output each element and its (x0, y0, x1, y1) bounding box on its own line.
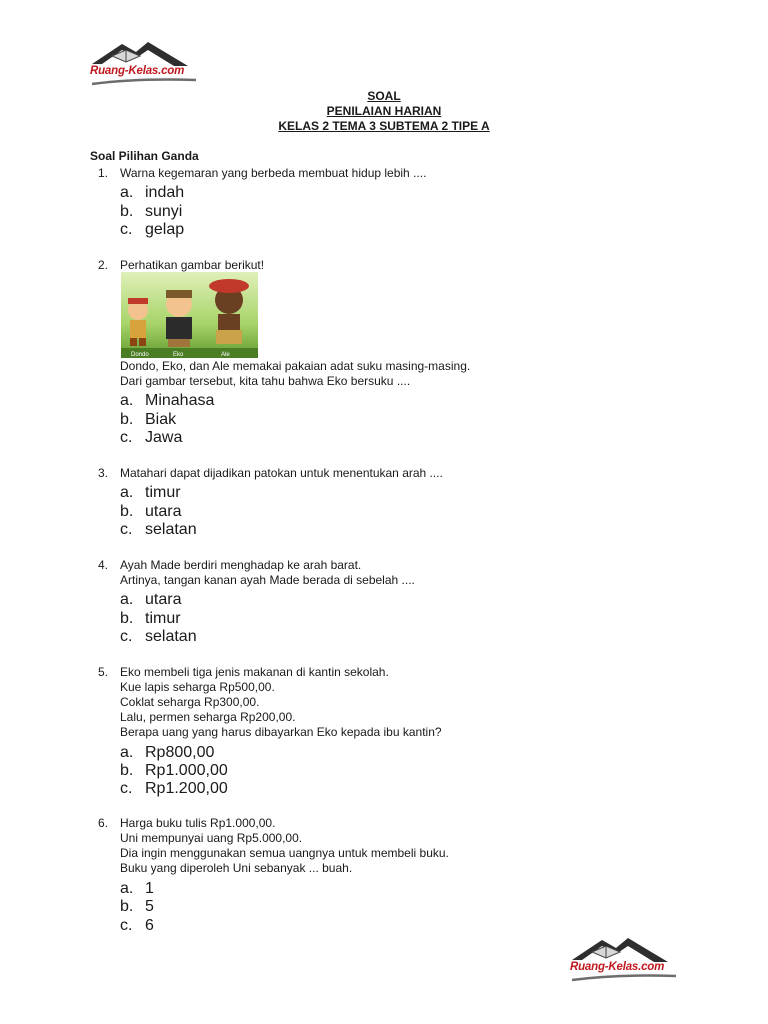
traditional-costume-picture (121, 272, 258, 358)
question-number: 5. (98, 665, 109, 679)
section-title: Soal Pilihan Ganda (90, 149, 199, 163)
question-number: 2. (98, 258, 109, 272)
picture-label-dondo: Dondo (131, 352, 149, 358)
picture-label-ale: Ale (221, 352, 230, 358)
document-title: SOAL (367, 89, 401, 103)
question-text: Ayah Made berdiri menghadap ke arah barat. (120, 558, 362, 572)
question-text: Warna kegemaran yang berbeda membuat hidup lebih .... (120, 166, 427, 180)
question-text: Eko membeli tiga jenis makanan di kantin sekolah. (120, 665, 389, 679)
document-class-info: KELAS 2 TEMA 3 SUBTEMA 2 TIPE A (278, 119, 490, 133)
logo-text: Ruang-Kelas.com (570, 961, 665, 973)
site-logo-footer (568, 930, 680, 990)
question-text: Artinya, tangan kanan ayah Made berada di sebelah .... (120, 573, 415, 587)
question-number: 4. (98, 558, 109, 572)
question-text: Perhatikan gambar berikut! (120, 258, 265, 272)
question-text: Buku yang diperoleh Uni sebanyak ... buah. (120, 861, 353, 875)
question-text: Matahari dapat dijadikan patokan untuk menentukan arah .... (120, 466, 443, 480)
question-text: Dari gambar tersebut, kita tahu bahwa Eko bersuku .... (120, 374, 411, 388)
question-number: 6. (98, 816, 109, 830)
question-text: Coklat seharga Rp300,00. (120, 695, 260, 709)
logo-text: Ruang-Kelas.com (90, 65, 185, 77)
question-text: Dondo, Eko, dan Ale memakai pakaian adat suku masing-masing. (120, 359, 471, 373)
question-text: Kue lapis seharga Rp500,00. (120, 680, 275, 694)
question-text: Lalu, permen seharga Rp200,00. (120, 710, 296, 724)
question-text: Harga buku tulis Rp1.000,00. (120, 816, 276, 830)
mountain-book-icon (88, 34, 200, 94)
document-subtitle: PENILAIAN HARIAN (326, 104, 442, 118)
question-text: Dia ingin menggunakan semua uangnya untuk membeli buku. (120, 846, 449, 860)
question-number: 1. (98, 166, 109, 180)
question-text: Berapa uang yang harus dibayarkan Eko kepada ibu kantin? (120, 725, 442, 739)
picture-label-eko: Eko (173, 352, 184, 358)
question-number: 3. (98, 466, 109, 480)
site-logo (88, 34, 200, 94)
mountain-book-icon (568, 930, 680, 990)
question-text: Uni mempunyai uang Rp5.000,00. (120, 831, 303, 845)
